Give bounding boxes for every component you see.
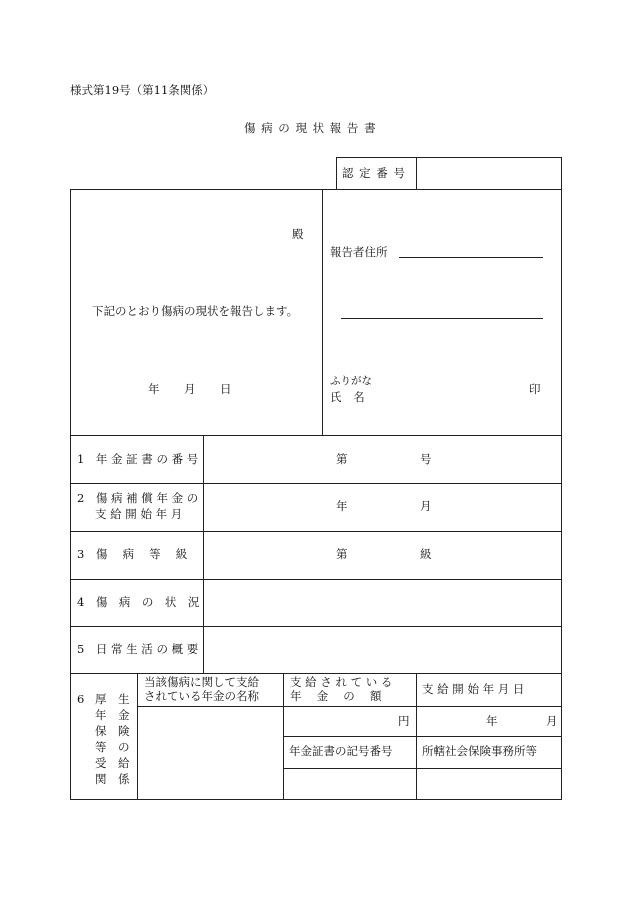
section6-label-6: 関 係 [95, 772, 130, 786]
section6-label-4: 等 の [95, 740, 130, 754]
row2-label-line1: 2 傷 病 補 償 年 金 の [77, 491, 199, 505]
amount-yen-unit: 円 [398, 714, 410, 728]
row3-right: 級 [420, 547, 432, 561]
row1-right: 号 [420, 452, 432, 466]
addressee-suffix: 殿 [292, 227, 304, 241]
row2-label-line2: 支 給 開 始 年 月 [95, 507, 183, 521]
row1-label: 1 年 金 証 書 の 番 号 [77, 452, 199, 466]
cert-number-label: 認 定 番 号 [342, 166, 406, 180]
section6-label-1: 厚 生 [95, 692, 130, 706]
seal-mark: 印 [529, 382, 541, 396]
section6-label-2: 年 金 [95, 708, 130, 722]
furigana-label: ふりがな [330, 375, 372, 387]
pension-name-header-1: 当該傷病に関して支給 [144, 675, 259, 689]
row4-label: 4 傷 病 の 状 況 [77, 595, 200, 609]
date-month: 月 [184, 382, 196, 396]
section6-label-3: 保 険 [95, 724, 130, 738]
start-date-header: 支 給 開 始 年 月 日 [422, 682, 525, 696]
start-month-unit: 月 [546, 714, 558, 728]
document-title: 傷 病 の 現 状 報 告 書 [244, 121, 377, 135]
row3-left: 第 [336, 547, 348, 561]
pension-amount-header-1: 支 給 さ れ て い る [290, 675, 393, 689]
row5-label: 5 日 常 生 活 の 概 要 [77, 642, 199, 656]
pension-amount-header-2: 年 金 の 額 [290, 689, 382, 703]
section6-number: 6 [77, 692, 85, 706]
report-statement: 下記のとおり傷病の現状を報告します。 [92, 304, 299, 318]
name-label: 氏 名 [330, 390, 369, 404]
date-day: 日 [220, 382, 232, 396]
form-code: 様式第19号（第11条関係） [70, 83, 215, 97]
start-year-unit: 年 [486, 714, 498, 728]
cert-symbol-header: 年金証書の記号番号 [289, 744, 393, 758]
pension-name-header-2: されている年金の名称 [144, 689, 259, 703]
row2-left: 年 [336, 499, 348, 513]
row2-right: 月 [420, 499, 432, 513]
section6-label-5: 受 給 [95, 756, 130, 770]
reporter-address-label: 報告者住所 [330, 245, 388, 259]
row1-left: 第 [336, 452, 348, 466]
date-year: 年 [148, 382, 160, 396]
row3-label: 3 傷 病 等 級 [77, 547, 188, 561]
social-insurance-office-header: 所轄社会保険事務所等 [422, 744, 537, 758]
